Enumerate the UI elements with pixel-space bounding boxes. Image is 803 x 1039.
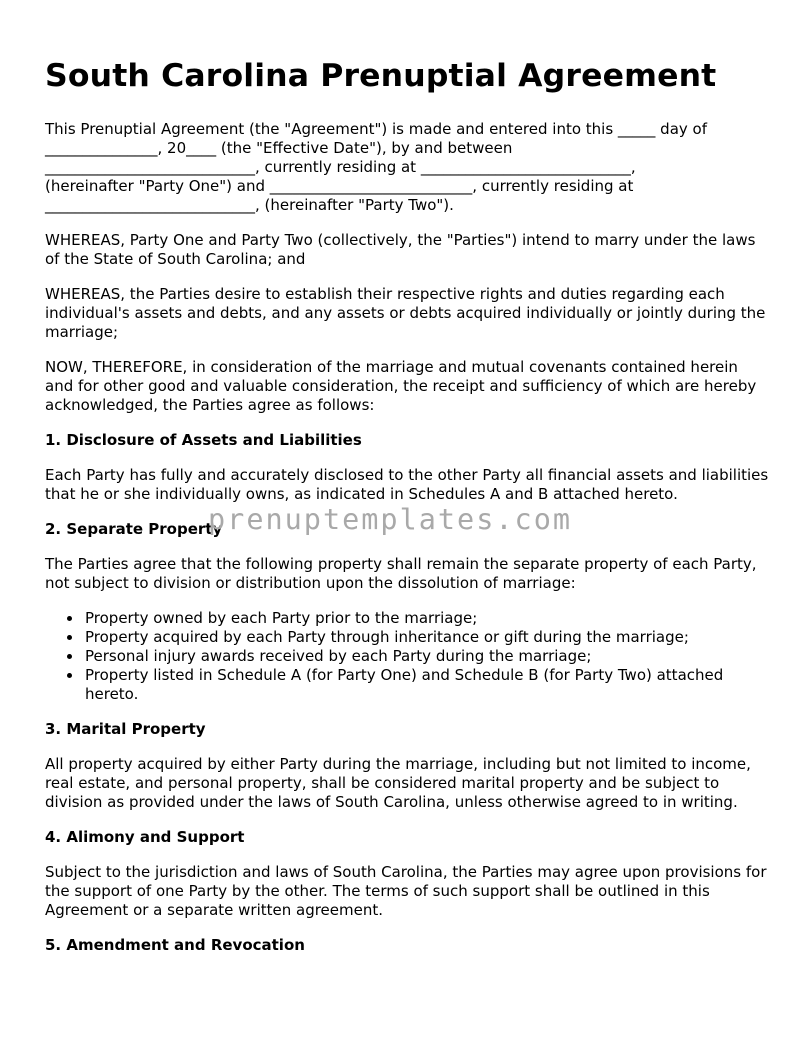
- document-title: South Carolina Prenuptial Agreement: [45, 58, 717, 94]
- list-item: • Property listed in Schedule A (for Party One) and Schedule B (for Party Two) attached hereto.: [83, 666, 770, 704]
- separate-property-list: [45, 609, 770, 704]
- intro-line: (hereinafter "Party One") and ___________________________, currently residing at: [45, 177, 634, 195]
- whereas-intent-paragraph: WHEREAS, Party One and Party Two (collectively, the "Parties") intend to marry under the laws of the State of South Carolina; and: [45, 231, 756, 268]
- section-body-separate-property: The Parties agree that the following property shall remain the separate property of each Party, not subject to division or distribution upon the dissolution of marriage:: [45, 555, 757, 592]
- section-heading-alimony: 4. Alimony and Support: [45, 828, 245, 846]
- list-item: • Property owned by each Party prior to the marriage;: [83, 609, 770, 628]
- list-item: • Property acquired by each Party through inheritance or gift during the marriage;: [83, 628, 770, 647]
- section-heading-marital-property: 3. Marital Property: [45, 720, 206, 738]
- list-item: • Personal injury awards received by each Party during the marriage;: [83, 647, 770, 666]
- watermark-text: prenuptemplates.com: [208, 503, 573, 536]
- section-body-alimony: Subject to the jurisdiction and laws of South Carolina, the Parties may agree upon provisions for the support of one Party by the other. The terms of such support shall be outlined in this Agreement or a separate written agreement.: [45, 863, 767, 919]
- intro-line: This Prenuptial Agreement (the "Agreement") is made and entered into this _____ day of: [45, 120, 707, 138]
- intro-line: ____________________________, (hereinafter "Party Two").: [45, 196, 454, 214]
- intro-paragraph: [45, 120, 770, 215]
- section-body-marital-property: All property acquired by either Party during the marriage, including but not limited to income, real estate, and personal property, shall be considered marital property and be subject to division as provided under the laws of South Carolina, unless otherwise agreed to in writing.: [45, 755, 751, 811]
- intro-line: ____________________________, currently residing at ____________________________,: [45, 158, 636, 176]
- intro-line: _______________, 20____ (the "Effective Date"), by and between: [45, 139, 513, 157]
- section-heading-amendment: 5. Amendment and Revocation: [45, 936, 305, 954]
- section-heading-disclosure: 1. Disclosure of Assets and Liabilities: [45, 431, 362, 449]
- whereas-rights-paragraph: WHEREAS, the Parties desire to establish their respective rights and duties regarding each individual's assets and debts, and any assets or debts acquired individually or jointly during the marriage;: [45, 285, 766, 341]
- section-body-disclosure: Each Party has fully and accurately disclosed to the other Party all financial assets and liabilities that he or she individually owns, as indicated in Schedules A and B attached hereto.: [45, 466, 769, 503]
- now-therefore-paragraph: NOW, THEREFORE, in consideration of the marriage and mutual covenants contained herein and for other good and valuable consideration, the receipt and sufficiency of which are hereby acknowledged, the Parties agree as follows:: [45, 358, 757, 414]
- section-heading-separate-property: 2. Separate Property: [45, 520, 223, 538]
